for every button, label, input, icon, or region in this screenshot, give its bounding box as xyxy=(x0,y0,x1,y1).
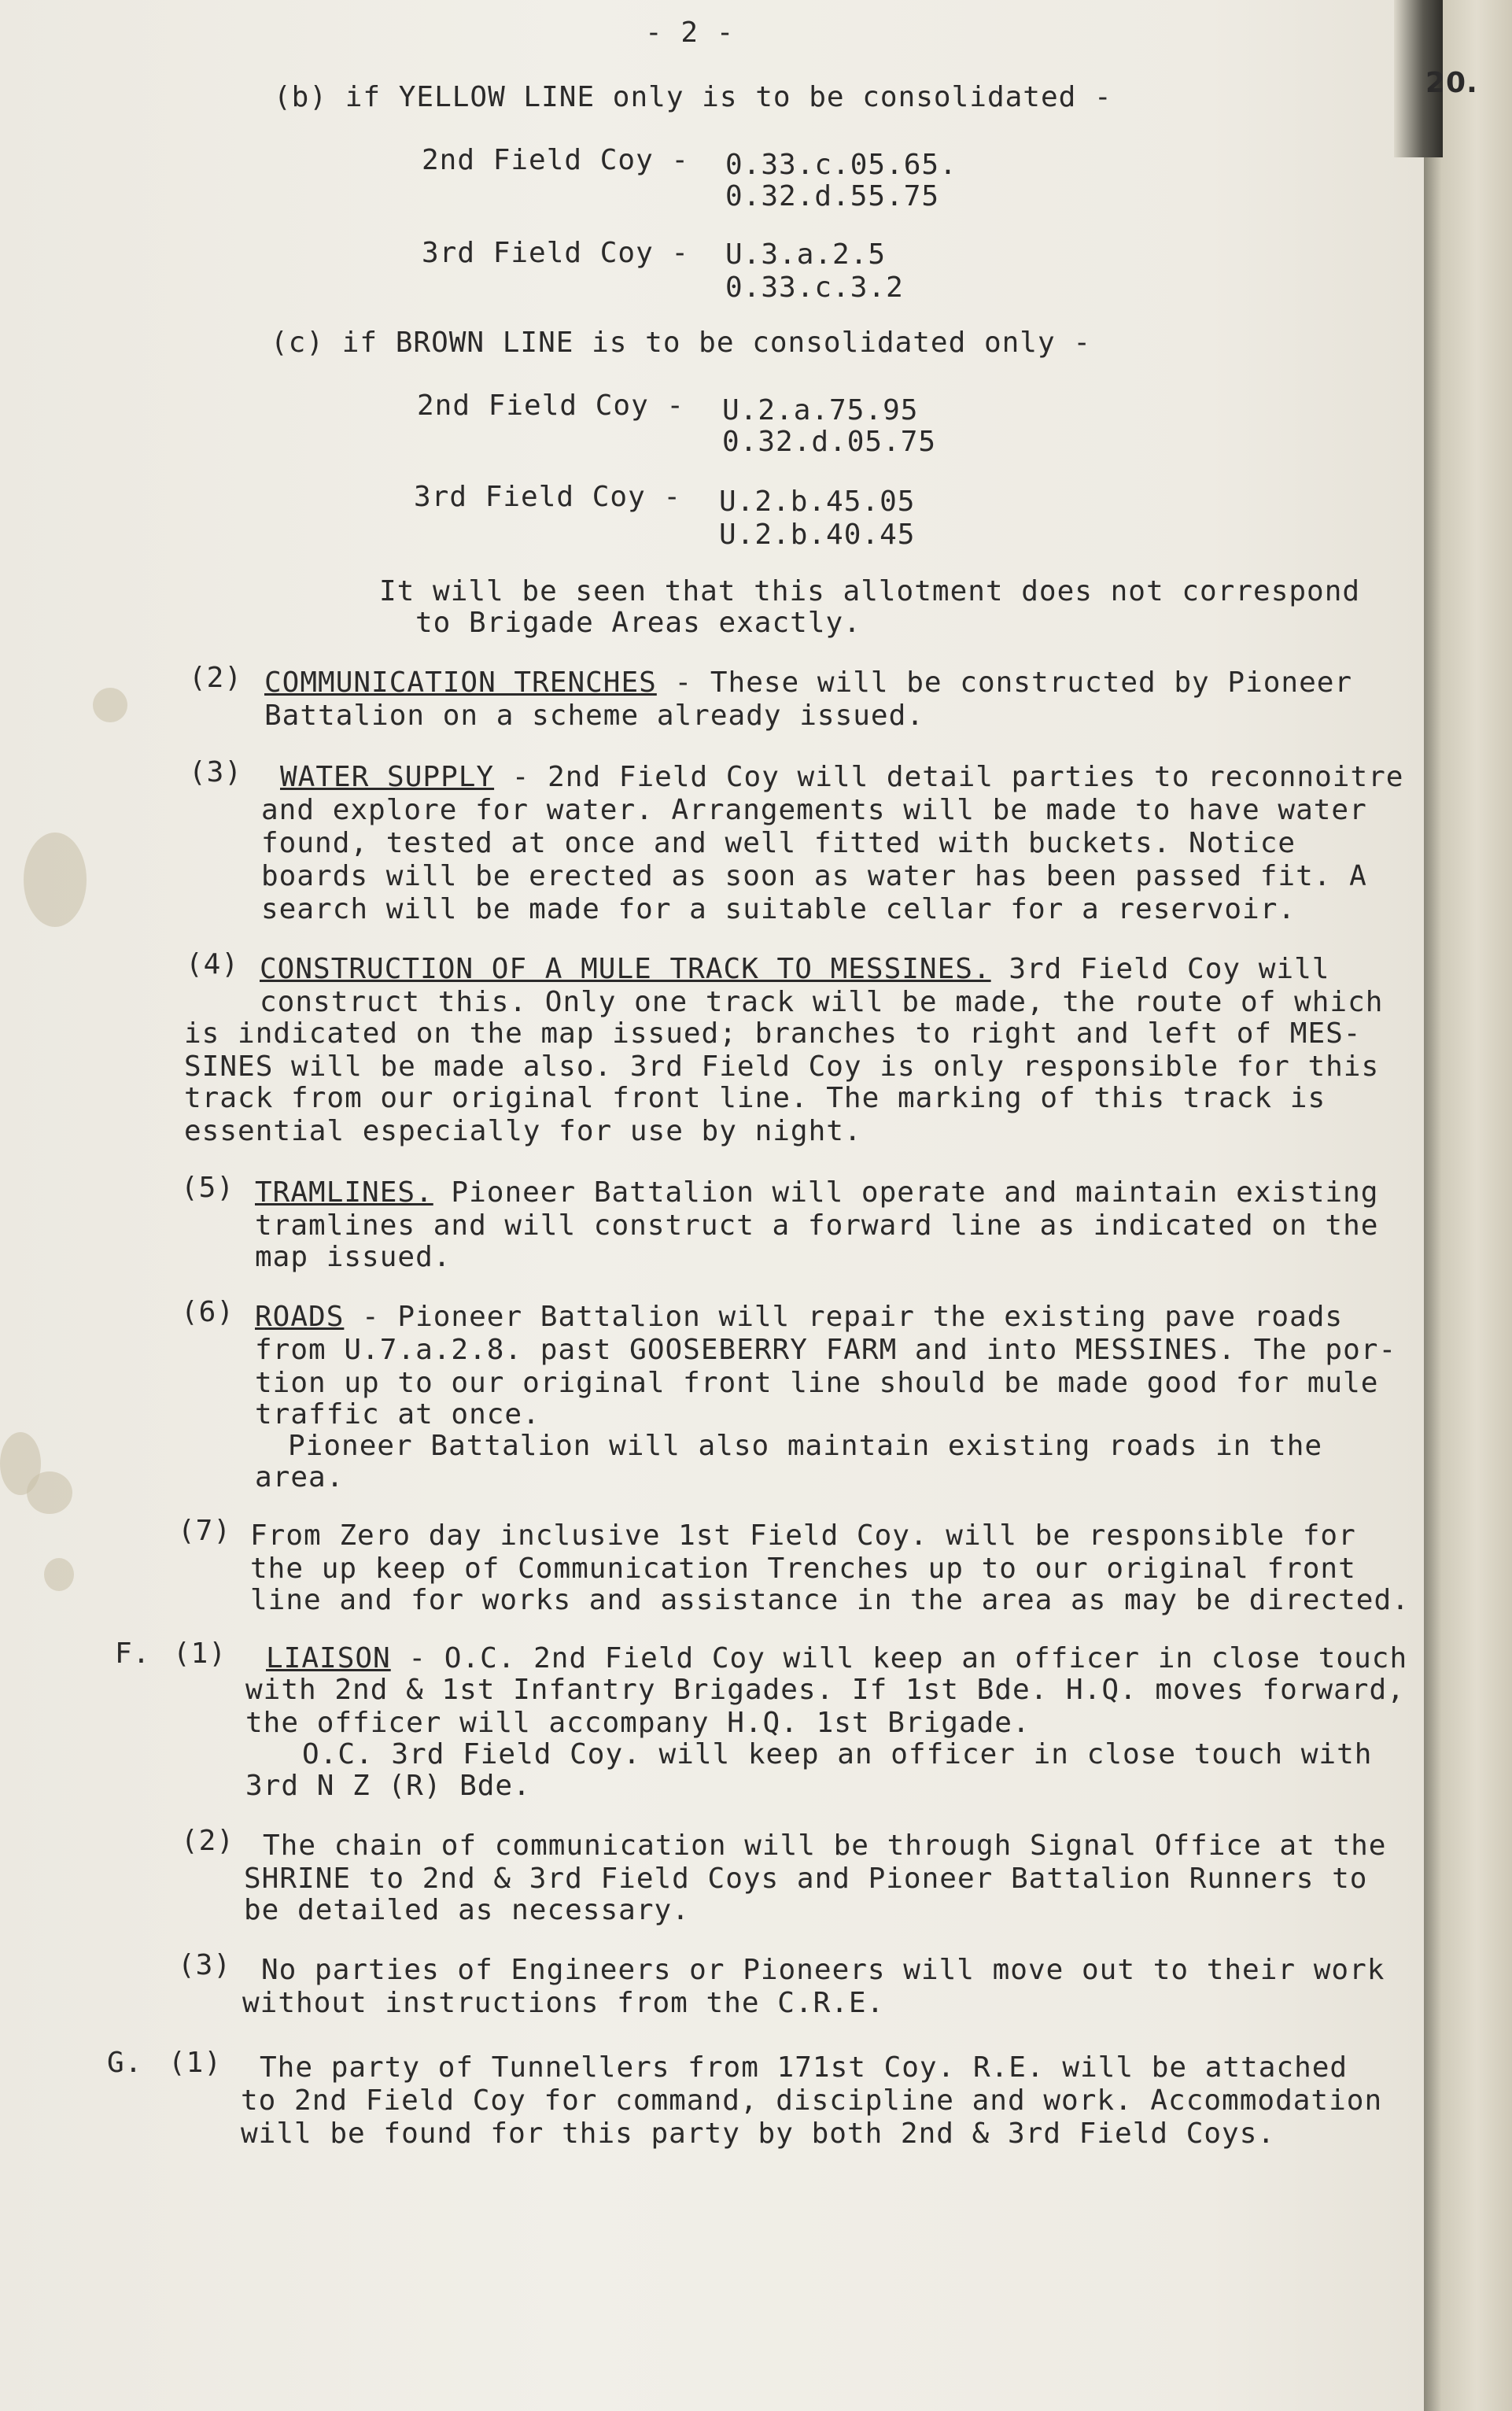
item-text: boards will be erected as soon as water has been passed fit. A xyxy=(261,860,1367,892)
item-text: No parties of Engineers or Pioneers will move out to their work xyxy=(261,1954,1385,1986)
item-text: be detailed as necessary. xyxy=(244,1894,690,1926)
item-text: without instructions from the C.R.E. xyxy=(242,1987,885,2019)
item-text: found, tested at once and well fitted with buckets. Notice xyxy=(261,827,1296,859)
coy-label: 2nd Field Coy - xyxy=(417,390,685,422)
stain-mark xyxy=(44,1558,74,1591)
note-line: It will be seen that this allotment does not correspond xyxy=(379,575,1361,607)
item-title: LIAISON xyxy=(266,1642,391,1674)
coy-label: 3rd Field Coy - xyxy=(422,237,690,269)
stain-mark xyxy=(24,833,87,927)
item-number: (2) xyxy=(181,1825,235,1857)
item-title: WATER SUPPLY xyxy=(280,761,495,793)
item-text: The party of Tunnellers from 171st Coy. R.E. will be attached xyxy=(260,2051,1348,2084)
item-text: Pioneer Battalion will operate and maintain existing xyxy=(433,1176,1379,1209)
map-reference: U.2.b.45.05 xyxy=(719,486,916,518)
item-text: tion up to our original front line should be made good for mule xyxy=(255,1367,1379,1399)
item-number: (5) xyxy=(181,1172,235,1204)
item-text: the officer will accompany H.Q. 1st Brigade. xyxy=(245,1707,1031,1739)
brown-line-heading: (c) if BROWN LINE is to be consolidated only - xyxy=(271,327,1091,359)
item-text: - 2nd Field Coy will detail parties to reconnoitre xyxy=(494,761,1404,793)
item-text: SINES will be made also. 3rd Field Coy is only responsible for this xyxy=(184,1050,1380,1083)
item-text: - These will be constructed by Pioneer xyxy=(656,666,1353,699)
item-2-first-line xyxy=(264,667,1352,699)
item-number: (4) xyxy=(186,948,240,980)
item-title: ROADS xyxy=(255,1301,345,1333)
stain-mark xyxy=(93,688,127,722)
map-reference: U.2.a.75.95 xyxy=(722,394,919,426)
item-text: and explore for water. Arrangements will be made to have water xyxy=(261,794,1367,826)
item-text: with 2nd & 1st Infantry Brigades. If 1st Bde. H.Q. moves forward, xyxy=(245,1674,1405,1706)
item-text: - Pioneer Battalion will repair the existing pave roads xyxy=(344,1301,1344,1333)
coy-label: 2nd Field Coy - xyxy=(422,144,690,176)
item-text: construct this. Only one track will be made, the route of which xyxy=(260,986,1384,1018)
item-text: Pioneer Battalion will also maintain existing roads in the xyxy=(288,1430,1323,1462)
item-text: - O.C. 2nd Field Coy will keep an officer in close touch xyxy=(390,1642,1408,1674)
item-text: area. xyxy=(255,1461,345,1493)
item-text: Battalion on a scheme already issued. xyxy=(264,700,924,732)
item-number: (1) xyxy=(168,2047,223,2079)
underlying-page-edge xyxy=(1424,0,1512,2411)
stamp-number: 20. xyxy=(1425,67,1478,99)
item-number: (3) xyxy=(178,1949,232,1981)
map-reference: U.2.b.40.45 xyxy=(719,519,916,551)
section-letter: G. xyxy=(107,2047,143,2079)
item-text: The chain of communication will be through Signal Office at the xyxy=(263,1829,1387,1862)
item-3-first-line xyxy=(280,762,1403,793)
stain-mark xyxy=(27,1471,72,1514)
item-number: (2) xyxy=(189,662,243,694)
item-text: map issued. xyxy=(255,1241,452,1273)
map-reference: 0.33.c.3.2 xyxy=(725,271,904,304)
item-5-first-line xyxy=(255,1177,1378,1209)
item-number: (7) xyxy=(178,1515,232,1547)
item-text: SHRINE to 2nd & 3rd Field Coys and Pioneer Battalion Runners to xyxy=(244,1863,1368,1895)
item-text: 3rd N Z (R) Bde. xyxy=(245,1770,531,1802)
item-text: search will be made for a suitable cellar for a reservoir. xyxy=(261,893,1296,925)
item-number: (1) xyxy=(173,1637,227,1670)
map-reference: 0.32.d.55.75 xyxy=(725,180,940,212)
yellow-line-heading: (b) if YELLOW LINE only is to be consolidated - xyxy=(274,81,1112,113)
item-text: essential especially for use by night. xyxy=(184,1115,862,1147)
item-text: to 2nd Field Coy for command, discipline and work. Accommodation xyxy=(241,2084,1383,2117)
item-title: COMMUNICATION TRENCHES xyxy=(264,666,657,699)
page-number: - 2 - xyxy=(645,17,735,49)
item-text: tramlines and will construct a forward line as indicated on the xyxy=(255,1209,1379,1242)
item-text: From Zero day inclusive 1st Field Coy. will be responsible for xyxy=(250,1519,1356,1552)
f1-first-line xyxy=(266,1643,1407,1674)
item-text: is indicated on the map issued; branches to right and left of MES- xyxy=(184,1017,1362,1050)
item-text: line and for works and assistance in the area as may be directed. xyxy=(250,1584,1410,1616)
item-text: traffic at once. xyxy=(255,1398,540,1431)
item-4-first-line xyxy=(260,954,1329,985)
section-letter: F. xyxy=(115,1637,151,1670)
item-text: will be found for this party by both 2nd & 3rd Field Coys. xyxy=(241,2117,1276,2150)
item-text: track from our original front line. The marking of this track is xyxy=(184,1082,1326,1114)
item-text: from U.7.a.2.8. past GOOSEBERRY FARM and into MESSINES. The por- xyxy=(255,1334,1397,1366)
note-line: to Brigade Areas exactly. xyxy=(415,607,861,639)
coy-label: 3rd Field Coy - xyxy=(414,481,682,513)
map-reference: 0.32.d.05.75 xyxy=(722,426,937,458)
item-title: TRAMLINES. xyxy=(255,1176,433,1209)
item-title: CONSTRUCTION OF A MULE TRACK TO MESSINES. xyxy=(260,953,991,985)
item-text: the up keep of Communication Trenches up to our original front xyxy=(250,1553,1356,1585)
item-6-first-line xyxy=(255,1301,1343,1333)
item-text: 3rd Field Coy will xyxy=(990,953,1330,985)
map-reference: 0.33.c.05.65. xyxy=(725,149,957,181)
map-reference: U.3.a.2.5 xyxy=(725,238,887,271)
item-number: (3) xyxy=(189,756,243,788)
item-text: O.C. 3rd Field Coy. will keep an officer in close touch with xyxy=(302,1738,1373,1770)
item-number: (6) xyxy=(181,1296,235,1328)
